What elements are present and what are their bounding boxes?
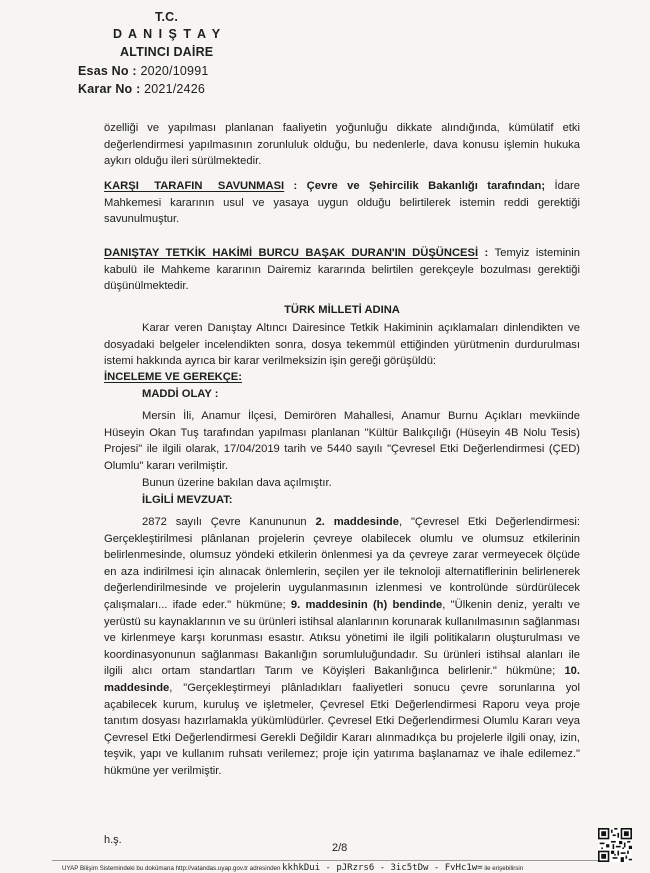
mevzuat-article-10: 10. maddesinde [104, 665, 580, 694]
footer-tail: ile erişebilirsin [484, 865, 524, 872]
paragraph-maddi-olay: Mersin İli, Anamur İlçesi, Demirören Mahallesi, Anamur Burnu Açıkları mevkiinde Hüseyin Okan Tuş tarafından yapılması planlanan "Kültür Balıkçılığı (Hüseyin 4B Nolu Tesis) Projesi" ile ilgili olarak, 17/04/2019 tarih ve 5440 sayılı "Çevresel Etki Değerlendirmesi (ÇED) Olumlu" kararı verilmiştir. [104, 410, 580, 472]
qr-code-icon [598, 828, 632, 862]
inceleme-heading: İNCELEME VE GEREKÇE: [104, 371, 242, 383]
paragraph-intro: özelliği ve yapılması planlanan faaliyetin yoğunluğu dikkate alındığında, kümülatif etki değerlendirmesi yapılmasının zorunluluk olduğu, bu nedenlerle, dava konusu işlemin hukuka aykırı olduğu ileri sürülmektedir. [104, 122, 580, 168]
karsi-text: İdare Mahkemesi kararının usul ve yasaya uygun olduğu belirtilerek istemin reddi gerektiği savunulmuştur. [104, 180, 580, 226]
maddi-heading: MADDİ OLAY : [142, 388, 219, 400]
footer-uyap-line [62, 863, 523, 873]
mevzuat-part-7: , "Gerçekleştirmeyi plânladıkları faaliyetleri sonucu çevre sorunlarına yol açabilecek kurum, kuruluş ve işletmeler, Çevresel Etki Değerlendirmesi Raporu veya proje tanıtım dosyası hazırlamakla yükümlüdürler. Çevresel Etki Değerlendirmesi Olumlu Kararı veya Çevresel Etki Değerlendirmesi Gerekli Değildir Kararı alınmadıkça bu projelerle ilgili onay, izin, teşvik, yapı ve kullanım ruhsatı verilemez; proje için yatırıma başlanamaz ve ihale edilemez." hükmüne yer verilmiştir. [104, 681, 580, 777]
mevzuat-article-2: 2. maddesinde [315, 516, 399, 528]
footer-page-number: 2/8 [332, 842, 348, 854]
footer-initials: h.ş. [104, 834, 122, 846]
esas-value: 2020/10991 [140, 64, 209, 78]
header-chamber: ALTINCI DAİRE [120, 45, 214, 59]
karsi-heading: KARŞI TARAFIN SAVUNMASI [104, 180, 285, 192]
tetkik-text: Temyiz isteminin kabulü ile Mahkeme kararının Dairemiz kararında belirtilen gerekçeyle bozulması gerektiği düşünülmektedir. [104, 247, 580, 293]
tetkik-heading: DANIŞTAY TETKİK HAKİMİ BURCU BAŞAK DURAN'IN DÜŞÜNCESİ [104, 247, 479, 259]
karar-value: 2021/2426 [144, 82, 206, 96]
mevzuat-part-3: , "Çevresel Etki Değerlendirmesi: Gerçekleştirilmesi plânlanan projelerin çevreye olabilecek olumlu ve olumsuz etkilerinin belirlenmesinde, olumsuz yöndeki etkilerin önlenmesi ya da çevreye zarar vermeyecek ölçüde en aza indirilmesi için alınacak önlemlerin, seçilen yer ile teknoloji alternatiflerinin belirlenerek değerlendirilmesinde ve projelerin uygulanmasının izlenmesi ve kontrolünde sürdürülecek çalışmaları... ifade eder." hükmüne; [104, 516, 580, 611]
header-court: D A N I Ş T A Y [113, 27, 222, 41]
footer-divider [52, 860, 622, 861]
mevzuat-heading: İLGİLİ MEVZUAT: [142, 494, 233, 506]
esas-label: Esas No [78, 64, 129, 78]
section-karsi-taraf: KARŞI TARAFIN SAVUNMASI : Çevre ve Şehircilik Bakanlığı tarafından; İdare Mahkemesi kararının usul ve yasaya uygun olduğu belirtilerek istemin reddi gerektiği savunulmuştur. [104, 180, 580, 226]
paragraph-karar: Karar veren Danıştay Altıncı Dairesince Tetkik Hakiminin açıklamaları dinlendikten ve dosyadaki belgeler incelendikten sonra, dosya tekemmül ettiğinden yürütmenin durdurulması istemi hakkında ayrıca bir karar verilmeksizin işin gereği görüşüldü: [104, 322, 580, 368]
paragraph-mevzuat [104, 514, 580, 780]
millet-heading: TÜRK MİLLETİ ADINA [284, 304, 400, 316]
section-tetkik-hakimi: DANIŞTAY TETKİK HAKİMİ BURCU BAŞAK DURAN'IN DÜŞÜNCESİ : Temyiz isteminin kabulü ile Mahkeme kararının Dairemiz kararında belirtilen gerekçeyle bozulması gerektiği düşünülmektedir. [104, 247, 580, 293]
footer-uyap-text: UYAP Bilişim Sistemindeki bu dokümana http://vatandas.uyap.gov.tr adresinden [62, 865, 281, 872]
header-karar: Karar No : 2021/2426 [78, 82, 206, 96]
paragraph-dava: Bunun üzerine bakılan dava açılmıştır. [142, 477, 332, 489]
karsi-party: Çevre ve Şehircilik Bakanlığı tarafından; [306, 180, 546, 192]
mevzuat-article-9h: 9. maddesinin (h) bendinde [290, 598, 443, 611]
footer-verification-code: kkhkDui - pJRzrs6 - 3ic5tDw - FvHc1w= [282, 863, 483, 873]
header-esas: Esas No : 2020/10991 [78, 64, 209, 78]
mevzuat-part-1: 2872 sayılı Çevre Kanununun [142, 516, 316, 528]
karar-label: Karar No [78, 82, 133, 96]
header-tc: T.C. [155, 10, 179, 24]
mevzuat-part-5: , "Ülkenin deniz, yeraltı ve yerüstü su kaynaklarının ve su ürünleri istihsal alanlarının korunarak kullanılmasının sağlanması ve kirlenmeye karşı korunması esastır. Atıksu yönetimi ile ilgili politikaların oluşturulması ve koordinasyonunun sağlanması Bakanlığın sorumluluğundadır. Su ürünleri istihsal alanları ile ilgili alıcı ortam standartları Tarım ve Köyişleri Bakanlığınca belirlenir." hükmüne; [104, 598, 580, 678]
